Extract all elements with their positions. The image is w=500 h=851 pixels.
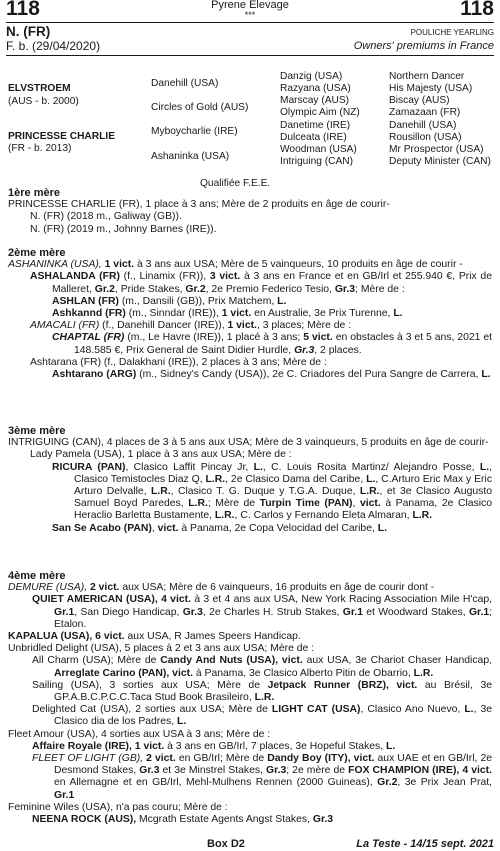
produce-entry: CHAPTAL (FR) (m., Le Havre (IRE)), 1 placé à 3 ans; 5 vict. en obstacles à 3 et 5 ans, 2021 et 148.585 €, Prix General de Saint Didier Hurdle, Gr.3, 2 places.	[52, 332, 493, 356]
produce-entry: Feminine Wiles (USA), n'a pas couru; Mère de :	[8, 801, 228, 813]
dam-name: PRINCESSE CHARLIE	[8, 131, 115, 142]
pedigree-gen3: Woodman (USA)	[280, 144, 357, 155]
produce-entry: RICURA (PAN), Clasico Laffit Pincay Jr, L., C. Louis Rosita Martinz/ Alejandro Posse, L., Clasico Temistocles Diaz Q, L.R., 2e Clasico Dama del Caribe, L., C.Arturo Eric Max y Eric Arturo Delvalle, L.R., Clasico T. G. Duque y T.G.A. Duque, L.R., et 3e Clasico Augusto Samuel Boyd Paredes, L.R.; Mère de Turpin Time (PAN), vict. à Panama, 2e Clasico Heraclio Barletta Bustamente, L.R., C. Carlos y Fernando Eleta Almaran, L.R.	[52, 461, 493, 522]
produce-entry: NEENA ROCK (AUS), Mcgrath Estate Agents Angst Stakes, Gr.3	[32, 814, 334, 826]
lot-number-left: 118	[6, 0, 40, 20]
section-title: 3ème mère	[8, 425, 66, 437]
header-rule-top	[6, 22, 494, 23]
pedigree-gen3: Marscay (AUS)	[280, 95, 350, 106]
pedigree-gen2: Danehill (USA)	[151, 78, 219, 89]
section-second-dam	[8, 247, 492, 381]
pedigree-gen4: His Majesty (USA)	[389, 83, 473, 94]
pedigree-gen3: Dulceata (IRE)	[280, 132, 347, 143]
pedigree-gen4: Danehill (USA)	[389, 120, 457, 131]
pedigree-gen4: Zamazaan (FR)	[389, 107, 461, 118]
lot-number-right: 118	[460, 0, 494, 20]
produce-entry: Unbridled Delight (USA), 5 places à 2 et 3 ans aux USA; Mère de :	[8, 643, 315, 655]
produce-entry: AMACALI (FR) (f., Danehill Dancer (IRE)), 1 vict., 3 places; Mère de :	[30, 320, 352, 332]
produce-entry: San Se Acabo (PAN), vict. à Panama, 2e Copa Velocidad del Caribe, L.	[52, 522, 387, 534]
section-title: 2ème mère	[8, 247, 66, 259]
produce-entry: N. (FR) (2019 m., Johnny Barnes (IRE)).	[30, 223, 217, 235]
text-line: PRINCESSE CHARLIE (FR), 1 place à 3 ans; Mère de 2 produits en âge de courir-	[8, 199, 390, 211]
box-number: Box D2	[207, 838, 245, 850]
owners-premiums: Owners' premiums in France	[353, 40, 494, 52]
produce-entry: KAPALUA (USA), 6 vict. aux USA, R James Speers Handicap.	[8, 631, 301, 643]
dam-paragraph: DEMURE (USA), 2 vict. aux USA; Mère de 6 vainqueurs, 16 produits en âge de courir dont -	[8, 582, 435, 594]
produce-entry: ASHLAN (FR) (m., Dansili (GB)), Prix Matchem, L.	[52, 295, 287, 307]
produce-entry: N. (FR) (2018 m., Galiway (GB)).	[30, 211, 182, 223]
produce-entry: QUIET AMERICAN (USA), 4 vict. à 3 et 4 ans aux USA, New York Racing Association Mile H'cap, Gr.1, San Diego Handicap, Gr.3, 2e Charles H. Strub Stakes, Gr.1 et Woodward Stakes, Gr.1; Etalon.	[32, 594, 493, 630]
section-title: 4ème mère	[8, 570, 66, 582]
pedigree-gen4: Deputy Minister (CAN)	[389, 156, 491, 167]
produce-entry: Lady Pamela (USA), 1 place à 3 ans aux USA; Mère de :	[30, 449, 292, 461]
consignor: Pyrene Elevage	[211, 0, 289, 11]
produce-entry: ASHALANDA (FR) (f., Linamix (FR)), 3 vict. à 3 ans en France et en GB/Irl et 255.940 €, Prix de Malleret, Gr.2, Pride Stakes, Gr.2, 2e Premio Federico Tesio, Gr.3; Mère de :	[30, 271, 492, 295]
pedigree-gen4: Biscay (AUS)	[389, 95, 450, 106]
qualification: Qualifiée F.E.E.	[200, 178, 271, 189]
pedigree-gen2: Circles of Gold (AUS)	[151, 102, 249, 113]
header-rule-bottom	[6, 55, 494, 56]
section-title: 1ère mère	[8, 187, 60, 199]
sire-info: (AUS - b. 2000)	[8, 96, 79, 107]
produce-entry: Delighted Cat (USA), 2 sorties aux USA; Mère de LIGHT CAT (USA), Clasico Ano Nuevo, L., 3e Clasico dia de los Padres, L.	[32, 704, 493, 728]
produce-entry: Ashkannd (FR) (m., Sinndar (IRE)), 1 vict. en Australie, 3e Prix Turenne, L.	[52, 308, 403, 320]
pedigree-gen2: Myboycharlie (IRE)	[151, 126, 238, 137]
foaling-date: F. b. (29/04/2020)	[6, 39, 101, 53]
produce-entry: Ashtarano (ARG) (m., Sidney's Candy (USA)), 2e C. Criadores del Pura Sangre de Carrera, L.	[52, 369, 491, 381]
consignor-stars: ***	[244, 10, 256, 20]
pedigree-gen3: Olympic Aim (NZ)	[280, 107, 360, 118]
pedigree-gen4: Rousillon (USA)	[389, 132, 462, 143]
pedigree-gen4: Mr Prospector (USA)	[389, 144, 484, 155]
pedigree-gen4: Northern Dancer	[389, 71, 465, 82]
pedigree-gen2: Ashaninka (USA)	[151, 151, 230, 162]
produce-entry: Fleet Amour (USA), 4 sorties aux USA à 3 ans; Mère de :	[8, 728, 271, 740]
produce-entry: All Charm (USA); Mère de Candy And Nuts (USA), vict. aux USA, 3e Chariot Chaser Handicap, Arreglate Carino (PAN), vict. à Panama, 3e Clasico Alberto Pitin de Obarrio, L.R.	[32, 655, 493, 679]
produce-entry: Sailing (USA), 3 sorties aux USA; Mère de Jetpack Runner (BRZ), vict. au Brésil, 3e GP.A.B.C.P.C.C.Taca Stud Book Brasileiro, L.R.	[32, 679, 492, 704]
dam-info: (FR - b. 2013)	[8, 143, 72, 154]
section-fourth-dam	[8, 570, 492, 826]
pedigree-gen3: Intriguing (CAN)	[280, 156, 354, 167]
pedigree-gen3: Danzig (USA)	[280, 71, 343, 82]
section-first-dam	[8, 187, 492, 236]
sale-venue-date: La Teste - 14/15 sept. 2021	[356, 838, 494, 850]
horse-name: N. (FR)	[6, 24, 51, 39]
pedigree-gen3: Danetime (IRE)	[280, 120, 351, 131]
produce-entry: Affaire Royale (IRE), 1 vict. à 3 ans en GB/Irl, 7 places, 3e Hopeful Stakes, L.	[32, 740, 396, 752]
sire-name: ELVSTROEM	[8, 83, 71, 94]
produce-entry: FLEET OF LIGHT (GB), 2 vict. en GB/Irl; Mère de Dandy Boy (ITY), vict. aux UAE et en GB/Irl, 2e Desmond Stakes, Gr.3 et 3e Minstrel Stakes, Gr.3; 2e mère de FOX CHAMPION (IRE), 4 vict. en Allemagne et en GB/Irl, Mehl-Mulhens Rennen (2000 Guineas), Gr.2, 3e Prix Jean Prat, Gr.1	[32, 753, 493, 801]
dam-paragraph: ASHANINKA (USA), 1 vict. à 3 ans aux USA; Mère de 5 vainqueurs, 10 produits en âge de courir -	[8, 259, 463, 271]
section-third-dam	[8, 425, 492, 535]
produce-entry: Ashtarana (FR) (f., Dalakhani (IRE)), 2 places à 3 ans; Mère de :	[30, 356, 327, 368]
pedigree-gen3: Razyana (USA)	[280, 83, 351, 94]
category-label: POULICHE YEARLING	[410, 28, 494, 37]
dam-paragraph: INTRIGUING (CAN), 4 places de 3 à 5 ans aux USA; Mère de 3 vainqueurs, 5 produits en âge de courir-	[8, 437, 489, 449]
